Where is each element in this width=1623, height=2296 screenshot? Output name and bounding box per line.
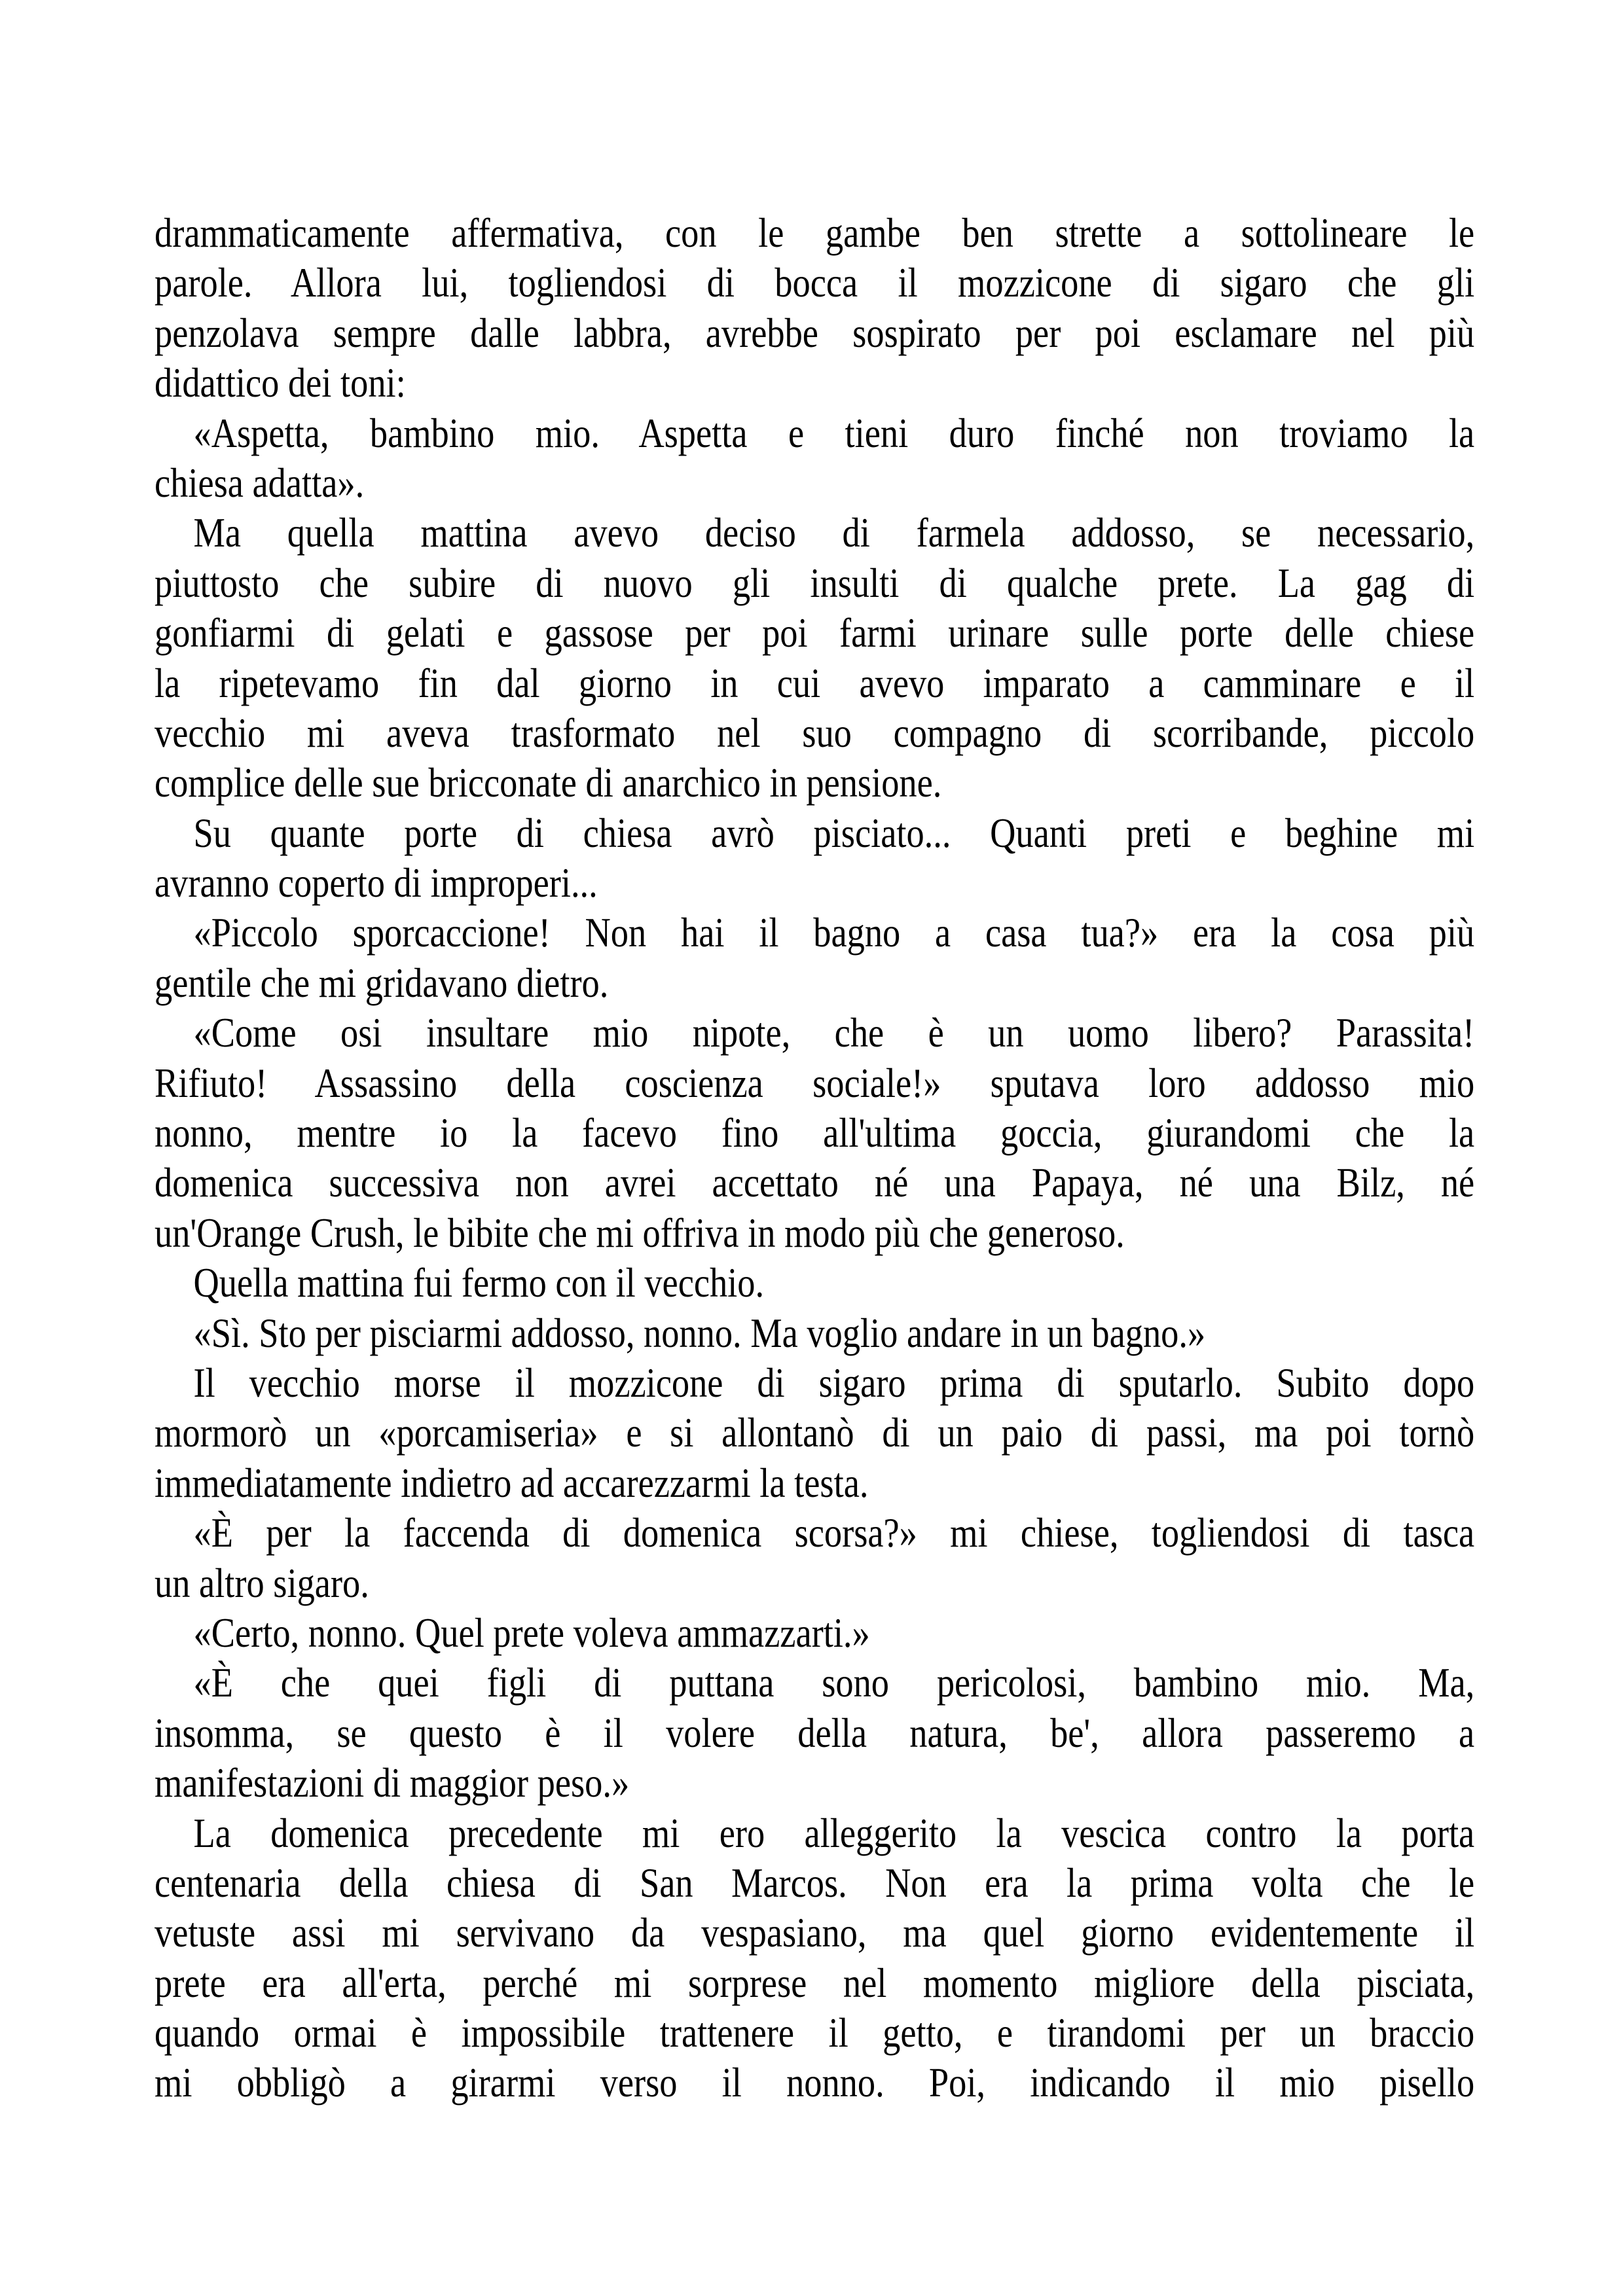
- text-line: «Aspetta, bambino mio. Aspetta e tieni duro finché non troviamo la: [193, 409, 1475, 456]
- text-line: Ma quella mattina avevo deciso di farmela addosso, se necessario,: [193, 509, 1475, 556]
- text-line: insomma, se questo è il volere della natura, be', allora passeremo a: [155, 1709, 1475, 1756]
- text-line: «Come osi insultare mio nipote, che è un uomo libero? Parassita!: [193, 1009, 1475, 1056]
- text-line: la ripetevamo fin dal giorno in cui avevo imparato a camminare e il: [155, 659, 1475, 706]
- text-line: domenica successiva non avrei accettato né una Papaya, né una Bilz, né: [155, 1159, 1475, 1206]
- text-line: chiesa adatta».: [155, 459, 365, 506]
- text-line: prete era all'erta, perché mi sorprese nel momento migliore della pisciata,: [155, 1959, 1475, 2006]
- text-line: vetuste assi mi servivano da vespasiano, ma quel giorno evidentemente il: [155, 1909, 1475, 1956]
- text-line: Rifiuto! Assassino della coscienza sociale!» sputava loro addosso mio: [155, 1059, 1475, 1106]
- text-line: La domenica precedente mi ero alleggerito la vescica contro la porta: [193, 1809, 1475, 1856]
- text-line: gentile che mi gridavano dietro.: [155, 959, 609, 1006]
- text-line: immediatamente indietro ad accarezzarmi la testa.: [155, 1459, 869, 1506]
- text-line: vecchio mi aveva trasformato nel suo compagno di scorribande, piccolo: [155, 709, 1475, 756]
- text-line: «È per la faccenda di domenica scorsa?» mi chiese, togliendosi di tasca: [193, 1509, 1475, 1556]
- text-line: quando ormai è impossibile trattenere il getto, e tirandomi per un braccio: [155, 2009, 1475, 2056]
- text-line: drammaticamente affermativa, con le gambe ben strette a sottolineare le: [155, 209, 1475, 256]
- text-line: «È che quei figli di puttana sono pericolosi, bambino mio. Ma,: [193, 1659, 1475, 1706]
- text-line: manifestazioni di maggior peso.»: [155, 1759, 630, 1806]
- body-text: [155, 208, 1474, 2108]
- text-line: centenaria della chiesa di San Marcos. Non era la prima volta che le: [155, 1859, 1475, 1906]
- text-line: gonfiarmi di gelati e gassose per poi farmi urinare sulle porte delle chiese: [155, 609, 1475, 656]
- text-line: Su quante porte di chiesa avrò pisciato... Quanti preti e beghine mi: [193, 809, 1475, 856]
- text-line: mi obbligò a girarmi verso il nonno. Poi, indicando il mio pisello: [155, 2059, 1475, 2106]
- text-line: parole. Allora lui, togliendosi di bocca il mozzicone di sigaro che gli: [155, 259, 1475, 306]
- text-line: un'Orange Crush, le bibite che mi offriva in modo più che generoso.: [155, 1209, 1125, 1256]
- text-line: Il vecchio morse il mozzicone di sigaro prima di sputarlo. Subito dopo: [193, 1359, 1475, 1406]
- text-line: piuttosto che subire di nuovo gli insulti di qualche prete. La gag di: [155, 559, 1475, 606]
- text-line: mormorò un «porcamiseria» e si allontanò di un paio di passi, ma poi tornò: [155, 1409, 1475, 1456]
- text-line: nonno, mentre io la facevo fino all'ultima goccia, giurandomi che la: [155, 1109, 1475, 1157]
- text-line: Quella mattina fui fermo con il vecchio.: [193, 1259, 765, 1306]
- text-line: didattico dei toni:: [155, 359, 406, 406]
- text-line: un altro sigaro.: [155, 1559, 369, 1606]
- text-line: penzolava sempre dalle labbra, avrebbe sospirato per poi esclamare nel più: [155, 309, 1475, 356]
- text-line: avranno coperto di improperi...: [155, 859, 598, 906]
- text-line: «Sì. Sto per pisciarmi addosso, nonno. Ma voglio andare in un bagno.»: [193, 1309, 1206, 1356]
- text-line: «Certo, nonno. Quel prete voleva ammazzarti.»: [193, 1609, 870, 1656]
- text-line: «Piccolo sporcaccione! Non hai il bagno a casa tua?» era la cosa più: [193, 909, 1475, 956]
- text-line: complice delle sue bricconate di anarchico in pensione.: [155, 759, 942, 806]
